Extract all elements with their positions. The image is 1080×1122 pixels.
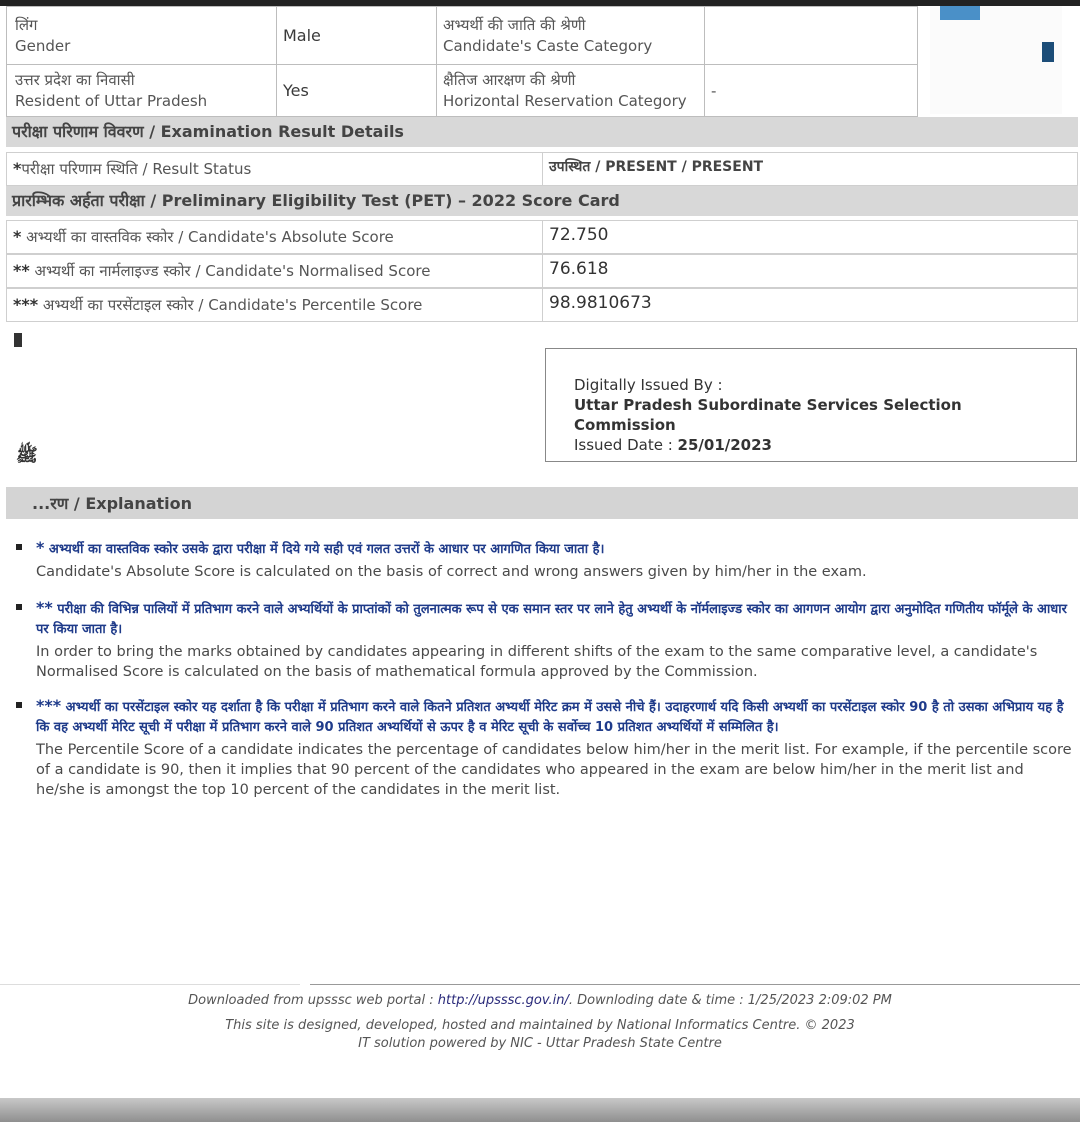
explanation-english: Candidate's Absolute Score is calculated on the basis of correct and wrong answers given by him/her in the exam. bbox=[36, 564, 867, 580]
explanation-item bbox=[14, 538, 1074, 582]
footer-divider bbox=[310, 984, 1080, 985]
percentile-score-value: 98.9810673 bbox=[549, 293, 652, 313]
bullet-icon bbox=[16, 702, 22, 708]
explanation-item bbox=[14, 696, 1074, 800]
scorecard-header: प्रारम्भिक अर्हता परीक्षा / Preliminary Eligibility Test (PET) – 2022 Score Card bbox=[6, 186, 1078, 216]
absolute-score-row bbox=[6, 220, 1078, 254]
absolute-score-value: 72.750 bbox=[549, 225, 609, 245]
bottom-edge bbox=[0, 1098, 1080, 1122]
issued-date: Issued Date : 25/01/2023 bbox=[574, 436, 772, 454]
caste-value bbox=[705, 7, 918, 65]
caste-label: अभ्यर्थी की जाति की श्रेणी Candidate's Caste Category bbox=[437, 7, 705, 65]
explanation-header: ...रण / Explanation bbox=[6, 487, 1078, 519]
explanation-item bbox=[14, 598, 1074, 682]
horizontal-reservation-label: क्षैतिज आरक्षण की श्रेणी Horizontal Reservation Category bbox=[437, 65, 705, 117]
candidate-photo bbox=[930, 6, 1062, 114]
result-details-header: परीक्षा परिणाम विवरण / Examination Result Details bbox=[6, 117, 1078, 147]
footer-divider-left bbox=[0, 984, 300, 985]
digital-issue-box bbox=[545, 348, 1077, 462]
normalised-score-row bbox=[6, 254, 1078, 288]
bullet-icon bbox=[16, 544, 22, 550]
explanation-english: The Percentile Score of a candidate indicates the percentage of candidates below him/her in the merit list. For example, if the percentile score of a candidate is 90, then it implies that 90 percent of the candidates who appeared in the exam are below him/her in the merit list and he/she is amongst the top 10 percent of the candidates in the merit list. bbox=[36, 742, 1072, 798]
percentile-score-row bbox=[6, 288, 1078, 322]
footer-nic-line: This site is designed, developed, hosted and maintained by National Informatics Centre. © 2023 bbox=[225, 1018, 855, 1033]
horizontal-reservation-value: - bbox=[705, 65, 918, 117]
footer-download-line: Downloaded from upsssc web portal : http://upsssc.gov.in/. Downloding date & time : 1/25/2023 2:09:02 PM bbox=[188, 993, 892, 1008]
obscured-glyph: ﷺ bbox=[16, 445, 38, 466]
photo-mark bbox=[1042, 42, 1054, 62]
resident-label: उत्तर प्रदेश का निवासी Resident of Uttar Pradesh bbox=[7, 65, 277, 117]
upsssc-portal-link[interactable]: http://upsssc.gov.in/ bbox=[437, 993, 569, 1008]
footer-powered-line: IT solution powered by NIC - Uttar Pradesh State Centre bbox=[358, 1036, 722, 1051]
issuing-organisation: Uttar Pradesh Subordinate Services Selection Commission bbox=[574, 396, 962, 434]
issued-by-label: Digitally Issued By : bbox=[574, 376, 723, 394]
bullet-icon bbox=[16, 604, 22, 610]
photo-fragment bbox=[940, 6, 980, 20]
gender-label: लिंग Gender bbox=[7, 7, 277, 65]
explanation-english: In order to bring the marks obtained by candidates appearing in different shifts of the exam to the same comparative level, a candidate's Normalised Score is calculated on the basis of mathematical formula approved by the Commission. bbox=[36, 644, 1038, 680]
gender-value: Male bbox=[277, 7, 437, 65]
result-status-label: *परीक्षा परिणाम स्थिति / Result Status bbox=[7, 153, 543, 185]
result-status-row bbox=[6, 152, 1078, 186]
result-status-value: उपस्थित / PRESENT / PRESENT bbox=[549, 159, 764, 175]
absolute-score-label: * अभ्यर्थी का वास्तविक स्कोर / Candidate's Absolute Score bbox=[7, 221, 543, 253]
normalised-score-label: ** अभ्यर्थी का नार्मलाइज्ड स्कोर / Candidate's Normalised Score bbox=[7, 255, 543, 287]
percentile-score-label: *** अभ्यर्थी का परसेंटाइल स्कोर / Candidate's Percentile Score bbox=[7, 289, 543, 321]
explanation-hindi: *** अभ्यर्थी का परसेंटाइल स्कोर यह दर्शाता है कि परीक्षा में प्रतिभाग करने वाले कितने प्रतिशत अभ्यर्थी मेरिट क्रम में उससे नीचे हैं। उदाहरणार्थ यदि किसी अभ्यर्थी का परसेंटाइल स्कोर 90 है तो उसका अभिप्राय यह है कि वह अभ्यर्थी मेरिट सूची में परीक्षा में प्रतिभाग करने वाले 90 प्रतिशत अभ्यर्थियों से ऊपर है व मेरिट सूची के सर्वोच्च 10 प्रतिशत अभ्यर्थियों में सम्मिलित है। bbox=[36, 696, 1064, 735]
candidate-info-table bbox=[6, 6, 918, 117]
explanation-hindi: * अभ्यर्थी का वास्तविक स्कोर उसके द्वारा परीक्षा में दिये गये सही एवं गलत उत्तरों के आधार पर आगणित किया जाता है। bbox=[36, 538, 605, 557]
resident-value: Yes bbox=[277, 65, 437, 117]
obscured-mark bbox=[14, 333, 22, 347]
explanation-hindi: ** परीक्षा की विभिन्न पालियों में प्रतिभाग करने वाले अभ्यर्थियों के प्राप्तांकों को तुलनात्मक रूप से एक समान स्तर पर लाने हेतु अभ्यर्थी के नॉर्मलाइज्ड स्कोर का आगणन आयोग द्वारा अनुमोदित गणितीय फॉर्मूले के आधार पर किया जाता है। bbox=[36, 598, 1067, 637]
normalised-score-value: 76.618 bbox=[549, 259, 609, 279]
